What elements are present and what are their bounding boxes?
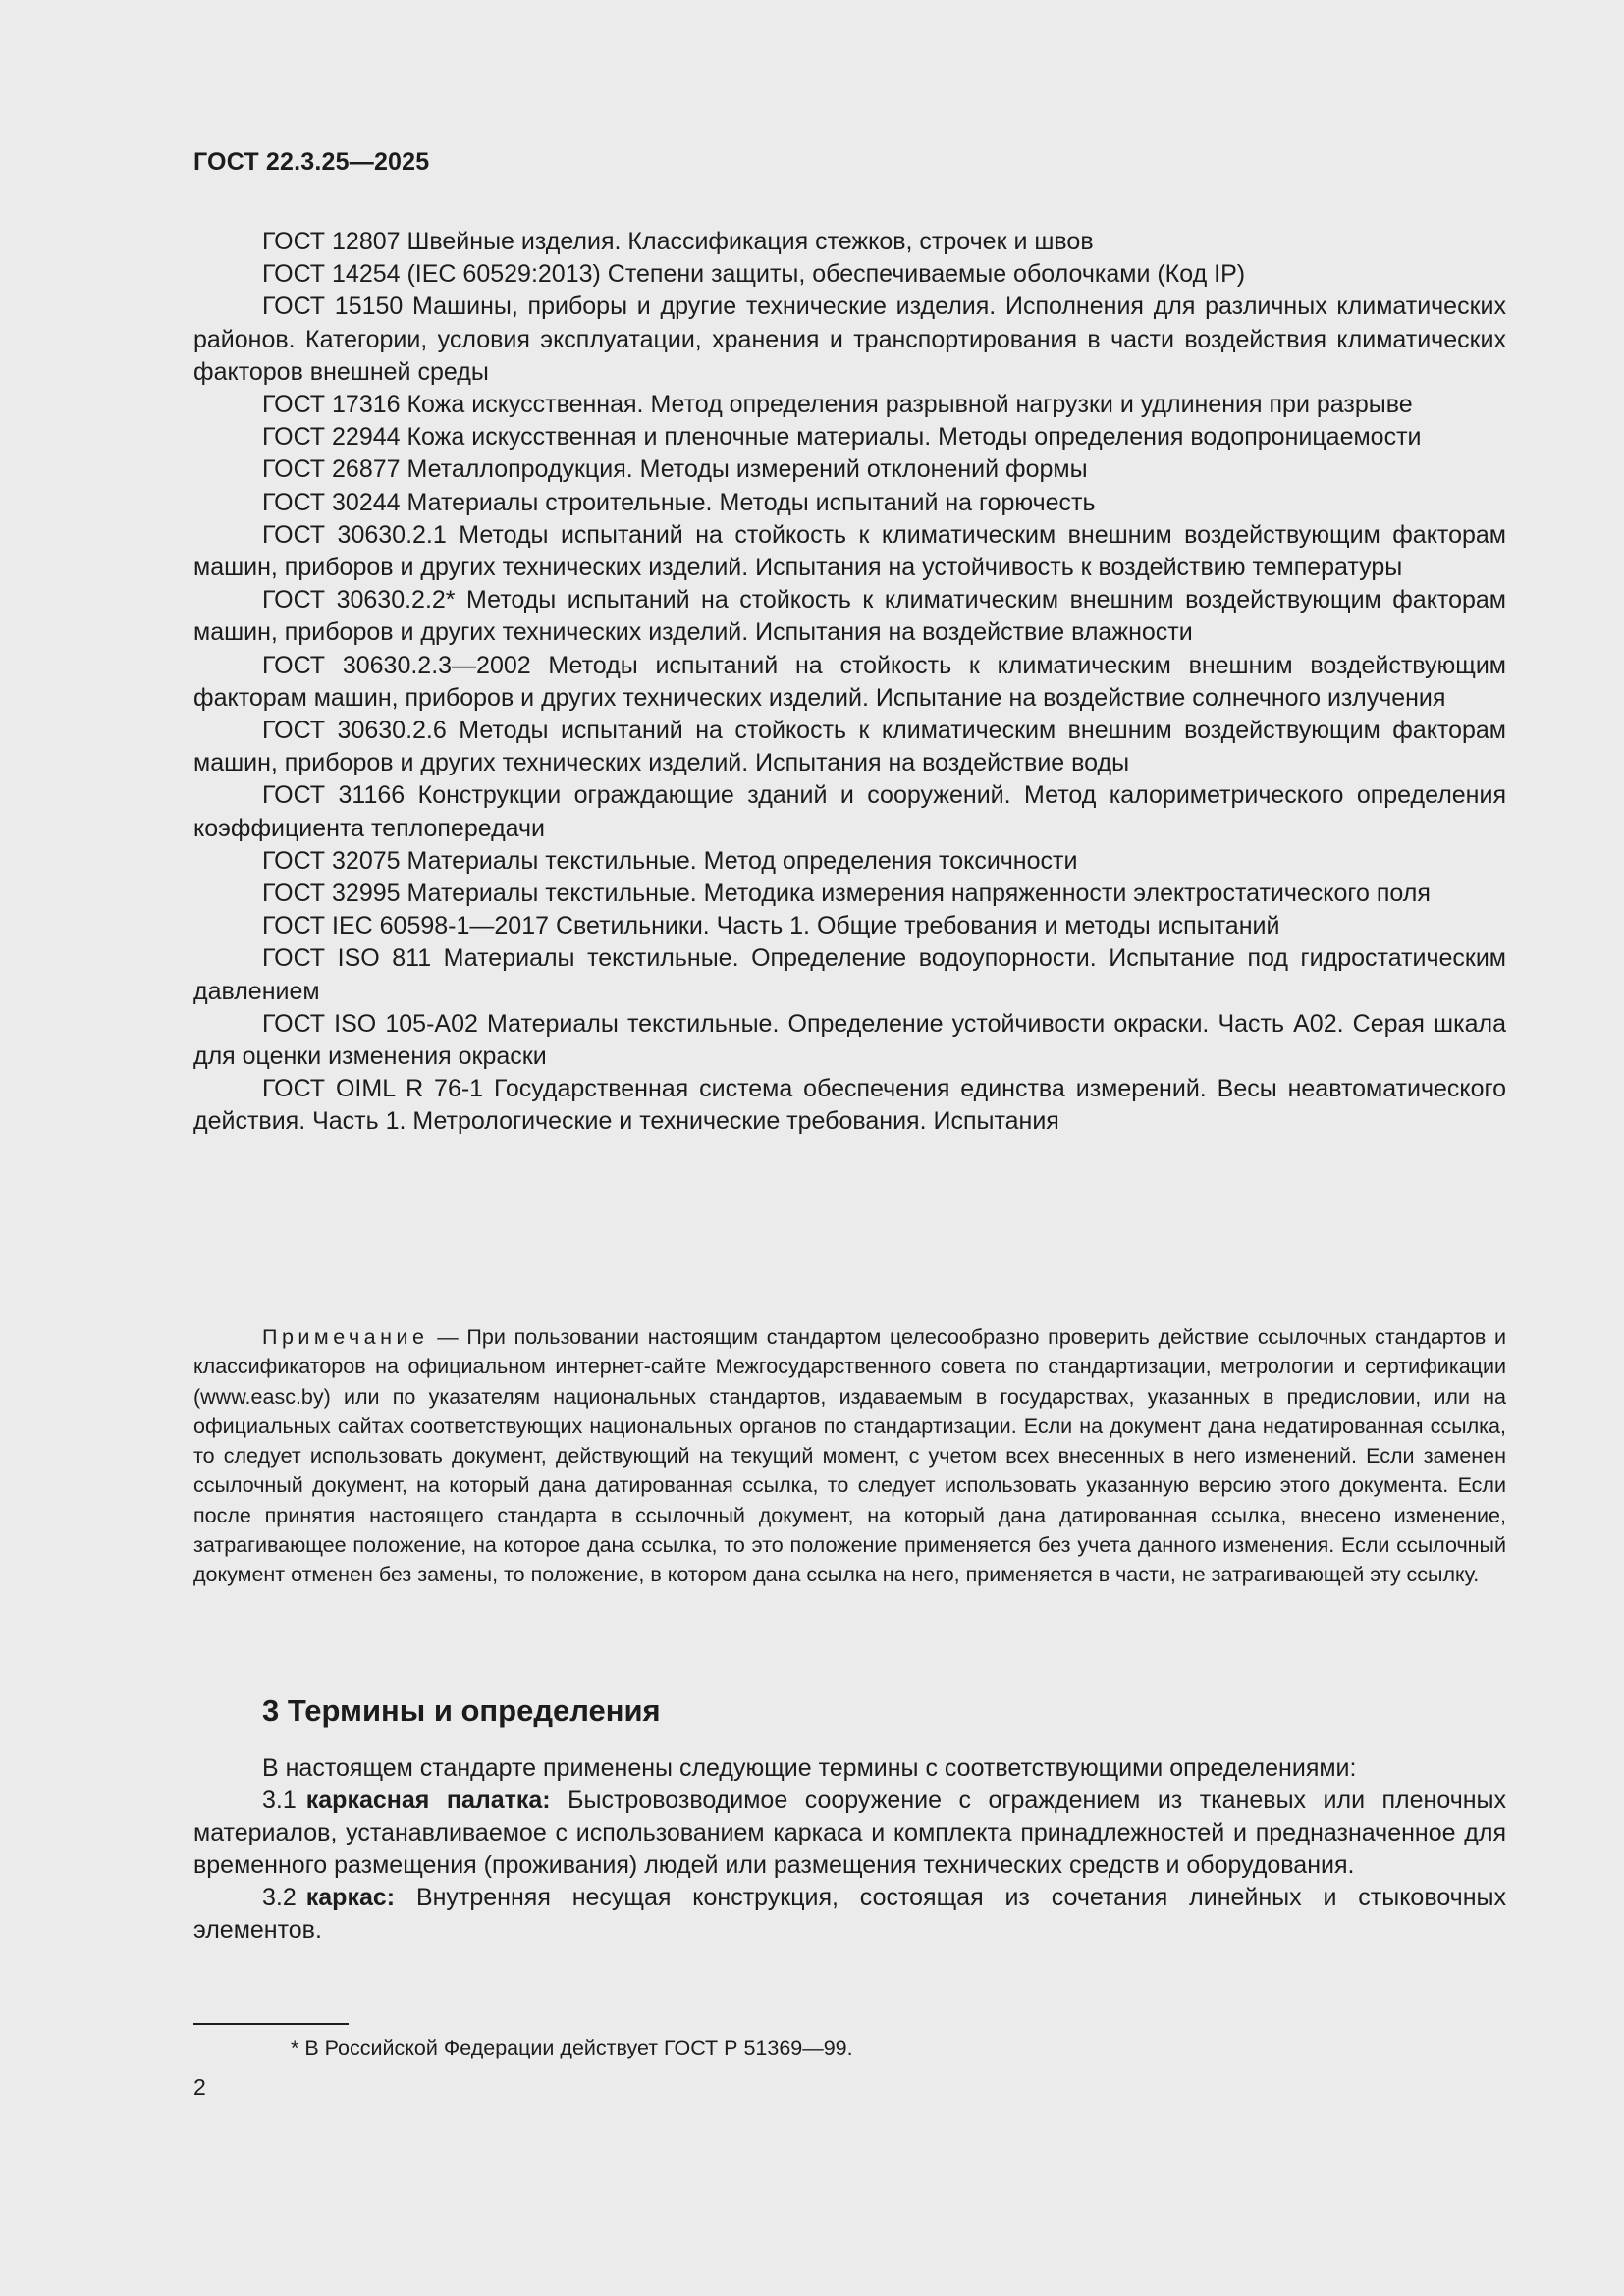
reference-item: ГОСТ 17316 Кожа искусственная. Метод определения разрывной нагрузки и удлинения при разрыве bbox=[262, 391, 1413, 419]
term-definition: Быстровозводимое сооружение с ограждением из тканевых или пленочных материалов, устанавливаемое с использованием каркаса и комплекта принадлежностей и предназначенное для временного размещения (проживания) людей или размещения технических средств и оборудования. bbox=[193, 1787, 1506, 1879]
term-number: 3.1 bbox=[262, 1787, 297, 1814]
section-title: 3 Термины и определения bbox=[262, 1693, 661, 1728]
reference-item: ГОСТ 14254 (IEC 60529:2013) Степени защиты, обеспечиваемые оболочками (Код IP) bbox=[262, 260, 1246, 289]
reference-item: ГОСТ 30630.2.1 Методы испытаний на стойкость к климатическим внешним воздействующим факторам машин, приборов и других технических изделий. Испытания на устойчивость к воздействию температуры bbox=[193, 520, 1506, 582]
reference-item: ГОСТ 30630.2.2* Методы испытаний на стойкость к климатическим внешним воздействующим факторам машин, приборов и других технических изделий. Испытания на воздействие влажности bbox=[193, 586, 1506, 647]
term-number: 3.2 bbox=[262, 1884, 297, 1911]
reference-item: ГОСТ 30630.2.6 Методы испытаний на стойкость к климатическим внешним воздействующим факторам машин, приборов и других технических изделий. Испытания на воздействие воды bbox=[193, 717, 1506, 777]
document-header: ГОСТ 22.3.25—2025 bbox=[193, 148, 430, 176]
reference-item: ГОСТ 32075 Материалы текстильные. Метод определения токсичности bbox=[262, 846, 1078, 875]
term-definition: Внутренняя несущая конструкция, состоящая из сочетания линейных и стыковочных элементов. bbox=[193, 1884, 1506, 1944]
note-paragraph bbox=[193, 1322, 1506, 1590]
term-entry bbox=[193, 1785, 1506, 1882]
terms-section bbox=[193, 1752, 1506, 1947]
reference-item: ГОСТ 22944 Кожа искусственная и пленочные материалы. Методы определения водопроницаемости bbox=[262, 423, 1422, 452]
note-label: Примечание bbox=[262, 1325, 429, 1349]
reference-item: ГОСТ ISO 811 Материалы текстильные. Определение водоупорности. Испытание под гидростатическим давлением bbox=[193, 944, 1506, 1005]
reference-item: ГОСТ IEC 60598-1—2017 Светильники. Часть 1. Общие требования и методы испытаний bbox=[262, 912, 1280, 940]
reference-item: ГОСТ 31166 Конструкции ограждающие зданий и сооружений. Метод калориметрического определения коэффициента теплопередачи bbox=[193, 781, 1506, 842]
footnote-divider bbox=[193, 2023, 349, 2025]
term-name: каркасная палатка: bbox=[305, 1787, 551, 1814]
term-name: каркас: bbox=[305, 1884, 396, 1911]
reference-item: ГОСТ 30244 Материалы строительные. Методы испытаний на горючесть bbox=[262, 488, 1096, 516]
note-text: — При пользовании настоящим стандартом целесообразно проверить действие ссылочных стандартов и классификаторов на официальном интернет-сайте Межгосударственного совета по стандартизации, метрологии и сертификации (www.easc.by) или по указателям национальных стандартов, издаваемым в государствах, указанных в предисловии, или на официальных сайтах соответствующих национальных органов по стандартизации. Если на документ дана недатированная ссылка, то следует использовать документ, действующий на текущий момент, с учетом всех внесенных в него изменений. Если заменен ссылочный документ, на который дана датированная ссылка, то следует использовать указанную версию этого документа. Если после принятия настоящего стандарта в ссылочный документ, на который дана датированная ссылка, внесено изменение, затрагивающее положение, на которое дана ссылка, то это положение применяется без учета данного изменения. Если ссылочный документ отменен без замены, то положение, в котором дана ссылка на него, применяется в части, не затрагивающей эту ссылку. bbox=[193, 1325, 1506, 1587]
footnote: * В Российской Федерации действует ГОСТ Р 51369—99. bbox=[291, 2036, 853, 2059]
page-number: 2 bbox=[193, 2074, 206, 2100]
reference-item: ГОСТ 15150 Машины, приборы и другие технические изделия. Исполнения для различных климатических районов. Категории, условия эксплуатации, хранения и транспортирования в части воздействия климатических факторов внешней среды bbox=[193, 293, 1506, 386]
reference-item: ГОСТ 26877 Металлопродукция. Методы измерений отклонений формы bbox=[262, 455, 1088, 484]
reference-item: ГОСТ 32995 Материалы текстильные. Методика измерения напряженности электростатического поля bbox=[262, 880, 1431, 908]
reference-item: ГОСТ OIML R 76-1 Государственная система обеспечения единства измерений. Весы неавтоматического действия. Часть 1. Метрологические и технические требования. Испытания bbox=[193, 1075, 1506, 1136]
normative-references-list bbox=[193, 226, 1506, 1139]
reference-item: ГОСТ 30630.2.3—2002 Методы испытаний на стойкость к климатическим внешним воздействующим факторам машин, приборов и других технических изделий. Испытание на воздействие солнечного излучения bbox=[193, 651, 1506, 712]
term-entry bbox=[193, 1882, 1506, 1947]
terms-intro: В настоящем стандарте применены следующие термины с соответствующими определениями: bbox=[262, 1754, 1357, 1782]
reference-item: ГОСТ ISO 105-A02 Материалы текстильные. Определение устойчивости окраски. Часть A02. Серая шкала для оценки изменения окраски bbox=[193, 1009, 1506, 1071]
reference-item: ГОСТ 12807 Швейные изделия. Классификация стежков, строчек и швов bbox=[262, 228, 1094, 255]
